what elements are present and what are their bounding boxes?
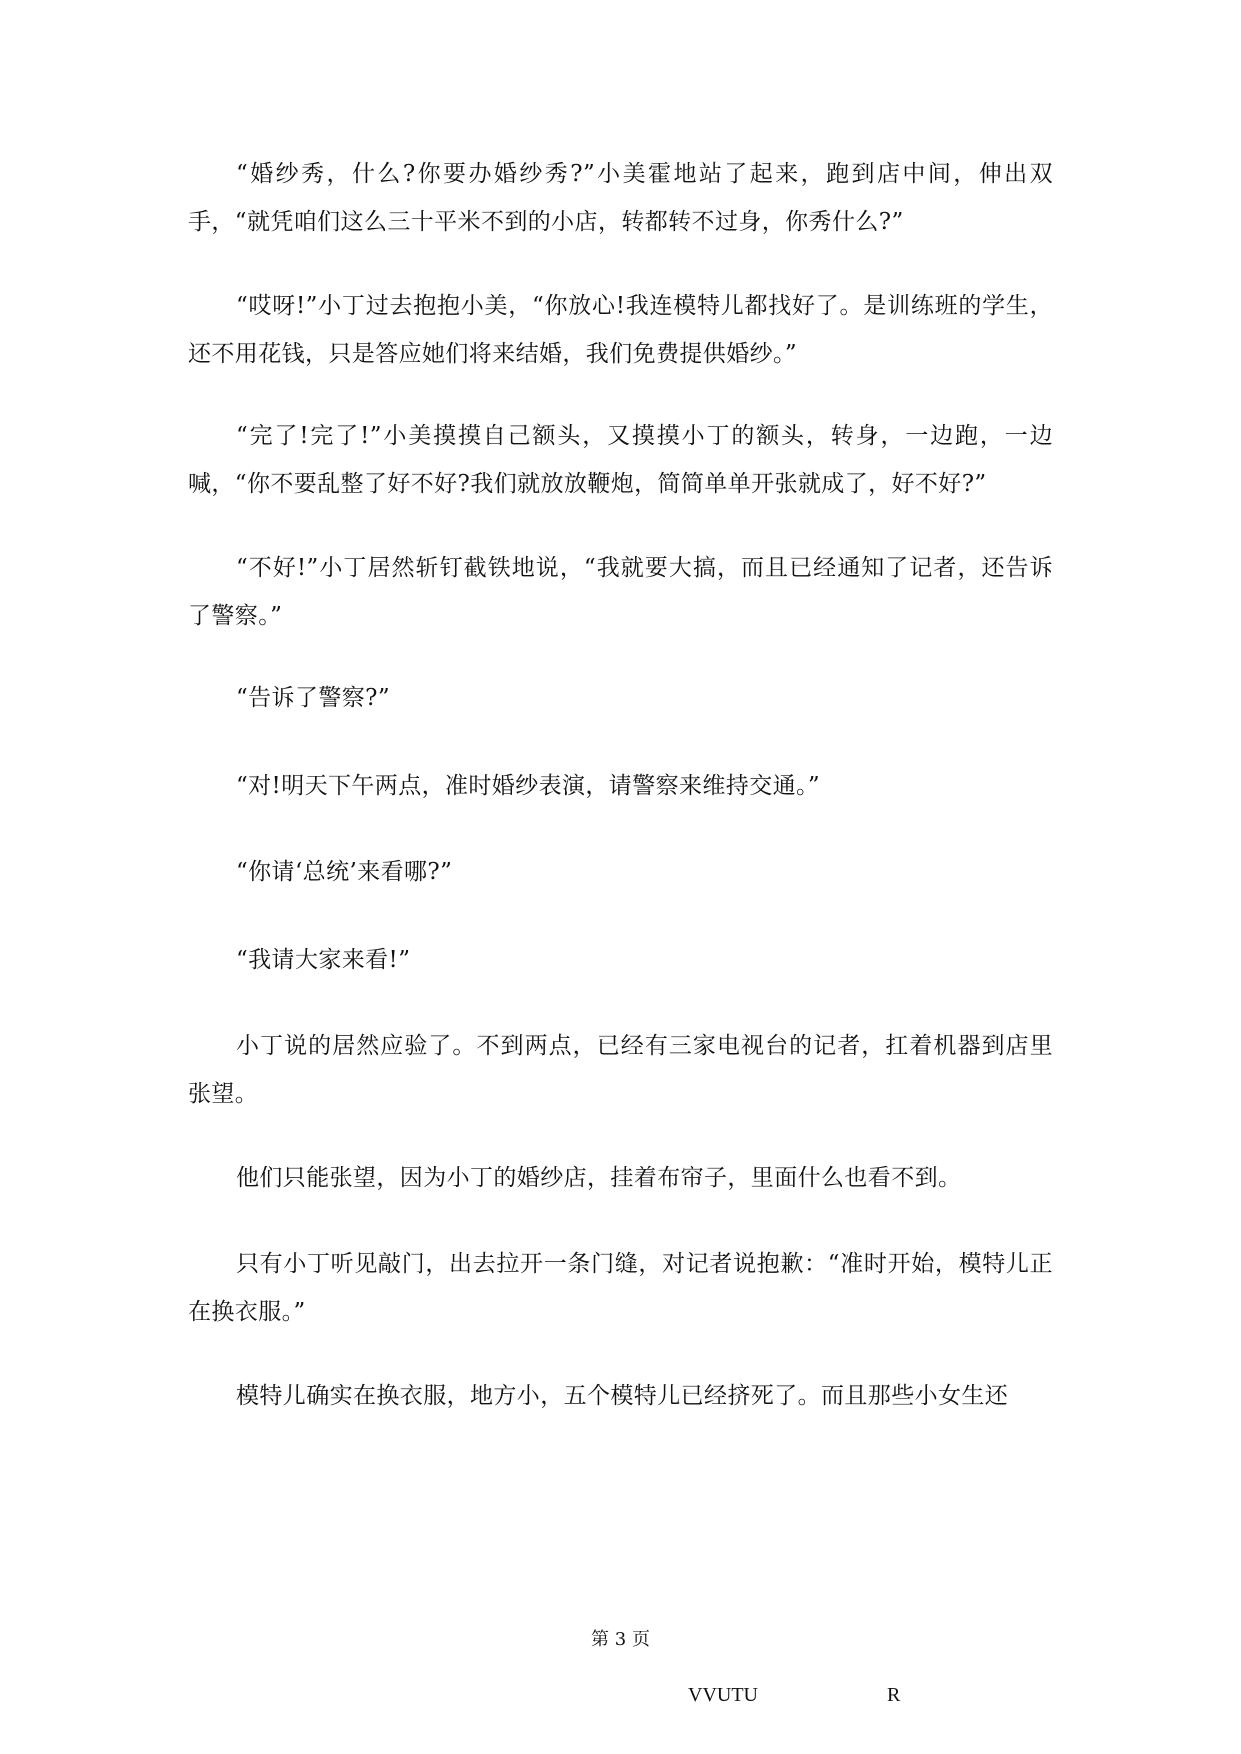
paragraph-12: 模特儿确实在换衣服，地方小，五个模特儿已经挤死了。而且那些小女生还 xyxy=(236,1383,1009,1409)
paragraph-1: “婚纱秀，什么?你要办婚纱秀?”小美霍地站了起来，跑到店中间，伸出双手，“就凭咱们这么三十平米不到的小店，转都转不过身，你秀什么?” xyxy=(188,161,1053,235)
paragraph-3: “完了!完了!”小美摸摸自己额头，又摸摸小丁的额头，转身，一边跑，一边喊，“你不要乱整了好不好?我们就放放鞭炮，简简单单开张就成了，好不好?” xyxy=(188,423,1053,497)
page-number: 第 3 页 xyxy=(591,1629,650,1650)
footer-code-left: VVUTU xyxy=(688,1684,758,1706)
paragraph-2: “哎呀!”小丁过去抱抱小美，“你放心!我连模特儿都找好了。是训练班的学生，还不用花钱，只是答应她们将来结婚，我们免费提供婚纱。” xyxy=(188,293,1053,367)
footer-code-right: R xyxy=(887,1684,901,1706)
paragraph-10: 他们只能张望，因为小丁的婚纱店，挂着布帘子，里面什么也看不到。 xyxy=(236,1165,962,1191)
paragraph-5: “告诉了警察?” xyxy=(236,685,391,711)
paragraph-11: 只有小丁听见敲门，出去拉开一条门缝，对记者说抱歉：“准时开始，模特儿正在换衣服。” xyxy=(188,1251,1053,1325)
paragraph-4: “不好!”小丁居然斩钉截铁地说，“我就要大搞，而且已经通知了记者，还告诉了警察。” xyxy=(188,555,1053,629)
paragraph-9: 小丁说的居然应验了。不到两点，已经有三家电视台的记者，扛着机器到店里张望。 xyxy=(188,1033,1053,1107)
paragraph-6: “对!明天下午两点，准时婚纱表演，请警察来维持交通。” xyxy=(236,773,821,799)
paragraph-8: “我请大家来看!” xyxy=(236,947,411,973)
paragraph-7: “你请‘总统’来看哪?” xyxy=(236,859,453,885)
